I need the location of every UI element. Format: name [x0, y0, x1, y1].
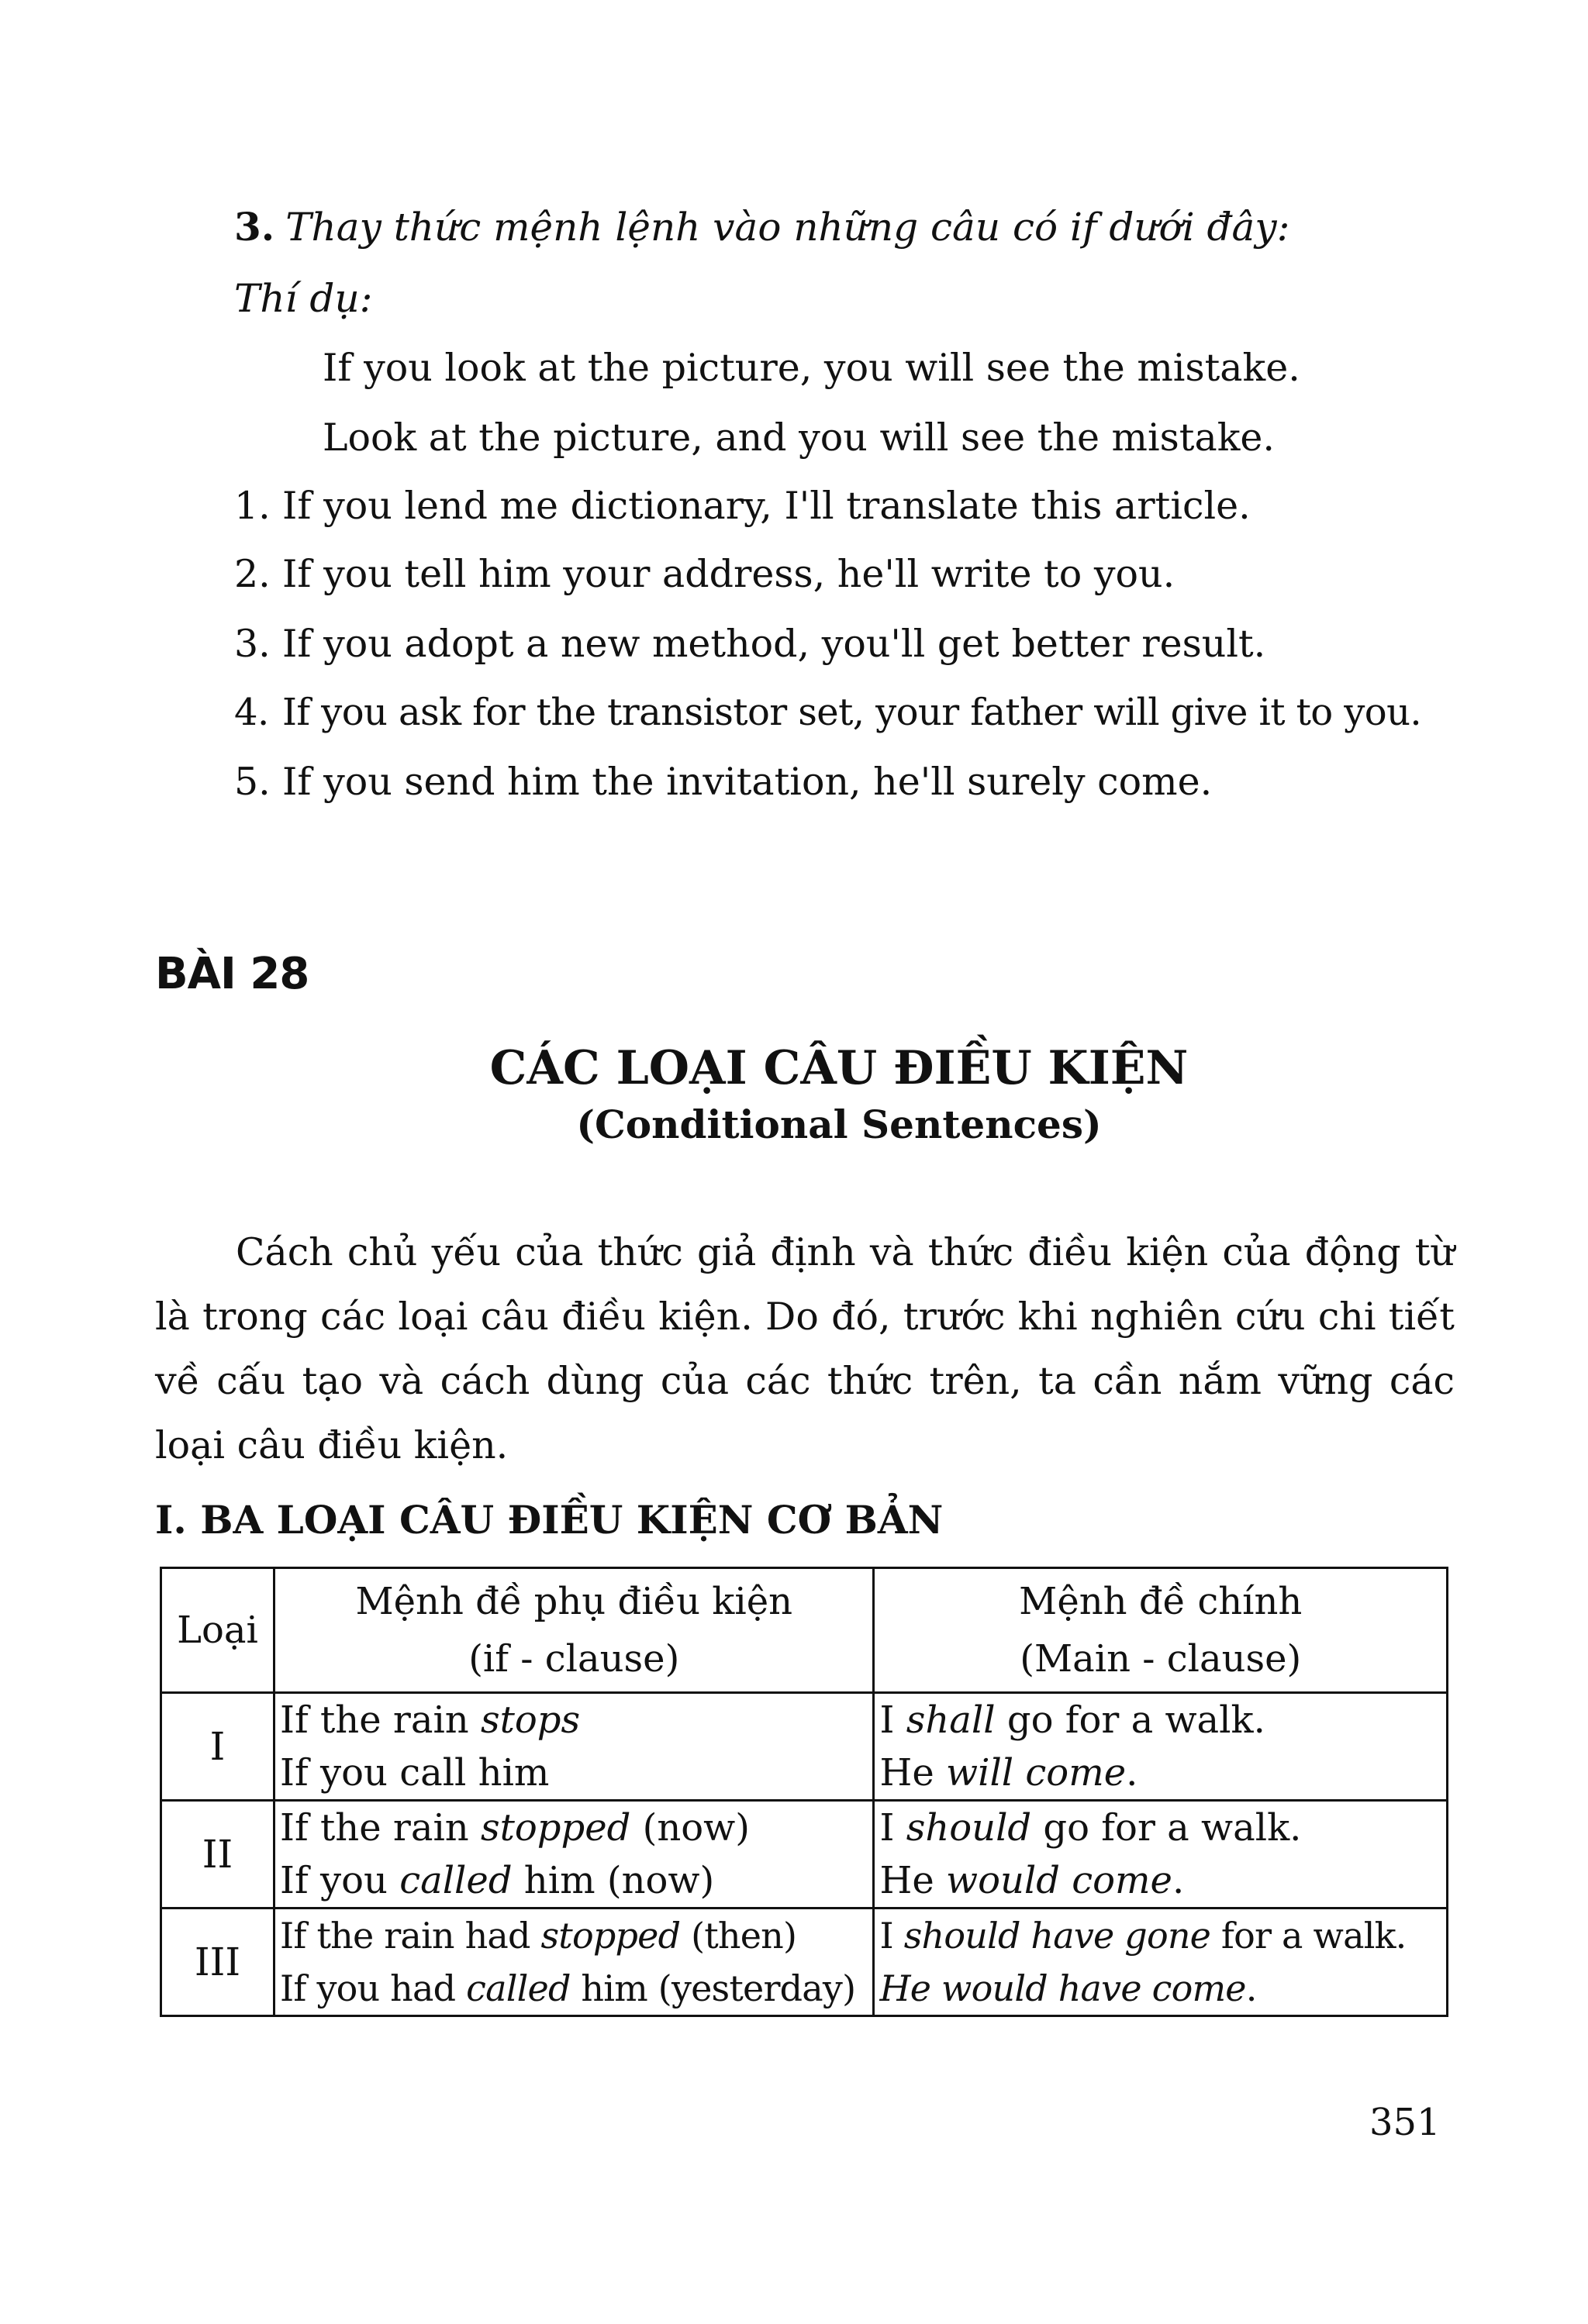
row-type: III	[161, 1909, 274, 2016]
exercise-instruction: Thay thức mệnh lệnh vào những câu có if dưới đây:	[285, 205, 1290, 250]
main-clause-line: He will come.	[879, 1751, 1138, 1795]
exercise-item-number: 1.	[234, 484, 271, 528]
exercise-item	[234, 685, 1421, 740]
exercise-item-text: If you tell him your address, he'll write to you.	[282, 552, 1175, 596]
table-row	[161, 1801, 1448, 1909]
exercise-item	[234, 755, 1212, 809]
exercise-item-number: 3.	[234, 622, 271, 666]
main-clause-cell	[874, 1909, 1448, 2016]
exercise-heading	[234, 200, 1289, 254]
exercise-item-text: If you ask for the transistor set, your father will give it to you.	[282, 691, 1422, 734]
example-line: Look at the picture, and you will see the mistake.	[323, 415, 1275, 460]
table-header-row	[161, 1568, 1448, 1693]
main-clause-cell	[874, 1801, 1448, 1909]
exercise-item	[234, 547, 1175, 602]
if-clause-line: If the rain stops	[280, 1698, 581, 1742]
main-clause-line: He would come.	[879, 1859, 1185, 1902]
header-if-clause: Mệnh đề phụ điều kiện (if - clause)	[274, 1568, 874, 1693]
page-number: 351	[1369, 2101, 1441, 2144]
header-main-clause: Mệnh đề chính (Main - clause)	[874, 1568, 1448, 1693]
if-clause-cell	[274, 1693, 874, 1801]
exercise-item-text: If you adopt a new method, you'll get better result.	[282, 622, 1266, 666]
section-heading: I. BA LOẠI CÂU ĐIỀU KIỆN CƠ BẢN	[155, 1497, 944, 1543]
table-row	[161, 1909, 1448, 2016]
main-clause-cell	[874, 1693, 1448, 1801]
if-clause-line: If you called him (now)	[280, 1859, 715, 1902]
if-clause-cell	[274, 1909, 874, 2016]
exercise-item-text: If you send him the invitation, he'll surely come.	[282, 760, 1213, 804]
lesson-label: BÀI 28	[155, 949, 309, 999]
main-clause-line: He would have come.	[879, 1967, 1257, 2009]
exercise-item-number: 5.	[234, 760, 271, 804]
example-line: If you look at the picture, you will see the mistake.	[323, 346, 1300, 390]
main-clause-line: I shall go for a walk.	[879, 1698, 1265, 1742]
lesson-title: CÁC LOẠI CÂU ĐIỀU KIỆN	[489, 1041, 1189, 1095]
exercise-item-number: 4.	[234, 691, 269, 734]
example-label: Thí dụ:	[234, 276, 373, 321]
intro-paragraph: Cách chủ yếu của thức giả định và thức điều kiện của động từ là trong các loại câu điều kiện. Do đó, trước khi nghiên cứu chi tiết về cấu tạo và cách dùng của các thức trên, ta cần nắm vững các loại câu điều kiện.	[155, 1230, 1455, 1467]
table-row	[161, 1693, 1448, 1801]
exercise-number: 3.	[234, 204, 275, 250]
main-clause-line: I should go for a walk.	[879, 1806, 1302, 1850]
if-clause-line: If the rain had stopped (then)	[280, 1915, 797, 1957]
main-clause-line: I should have gone for a walk.	[879, 1915, 1407, 1957]
if-clause-line: If the rain stopped (now)	[280, 1806, 750, 1850]
exercise-item-text: If you lend me dictionary, I'll translate this article.	[282, 484, 1251, 528]
exercise-item	[234, 479, 1251, 533]
if-clause-line: If you had called him (yesterday)	[280, 1967, 856, 2009]
row-type: II	[161, 1801, 274, 1909]
row-type: I	[161, 1693, 274, 1801]
header-type: Loại	[161, 1568, 274, 1693]
conditional-types-table	[160, 1567, 1448, 2017]
lesson-subtitle: (Conditional Sentences)	[576, 1102, 1102, 1147]
if-clause-cell	[274, 1801, 874, 1909]
exercise-item-number: 2.	[234, 552, 271, 596]
if-clause-line: If you call him	[280, 1751, 550, 1795]
exercise-item	[234, 617, 1265, 671]
